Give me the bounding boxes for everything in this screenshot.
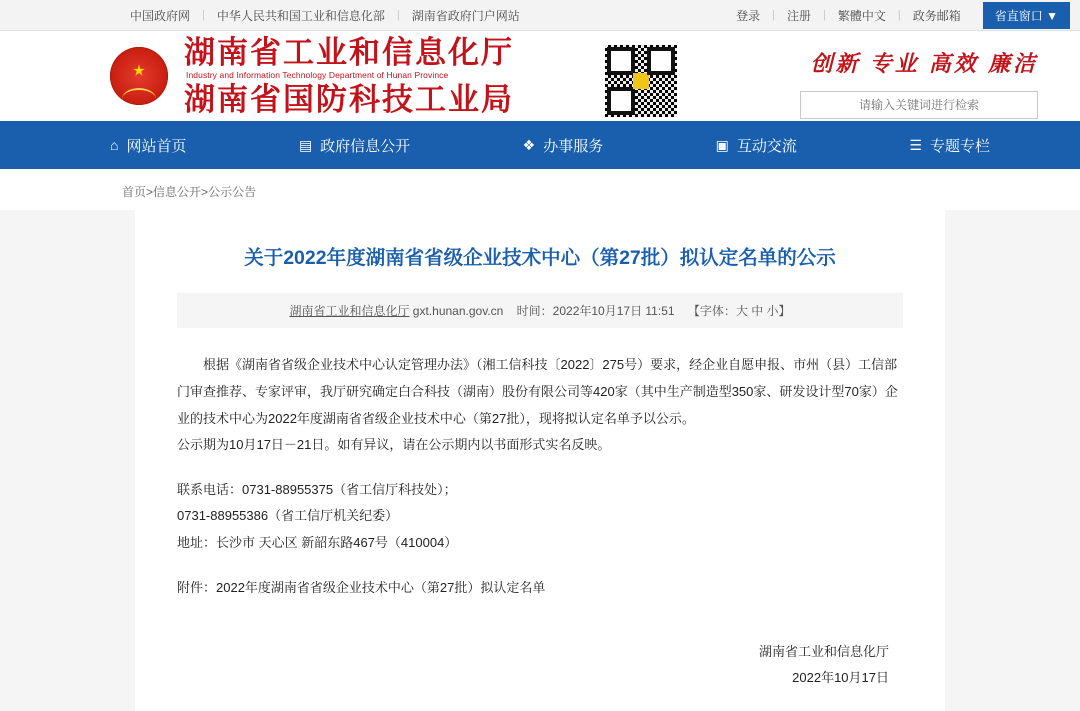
divider: | <box>897 9 901 21</box>
nav-label-special-topics: 专题专栏 <box>929 137 990 155</box>
meta-time: 2022年10月17日 11:51 <box>552 304 675 319</box>
site-title-en: Industry and Information Technology Department of Hunan Province <box>186 70 449 81</box>
layers-icon: ☰ <box>909 137 922 153</box>
site-title-block <box>184 37 514 115</box>
top-utility-bar <box>0 0 1080 31</box>
signature-organization: 湖南省工业和信息化厅 <box>758 644 889 660</box>
document-icon: ▤ <box>298 137 313 153</box>
star-glyph: ★ <box>132 62 146 80</box>
national-emblem-icon <box>110 47 168 105</box>
nav-item-interaction[interactable] <box>716 135 797 156</box>
main-navigation <box>0 121 1080 169</box>
site-title-cn-primary: 湖南省工业和信息化厅 <box>184 35 514 71</box>
top-link-hunan-gov[interactable]: 湖南省政府门户网站 <box>411 8 520 23</box>
article-paragraph-2: 公示期为10月17日－21日。如有异议，请在公示期内以书面形式实名反映。 <box>177 437 611 453</box>
nav-label-home: 网站首页 <box>126 137 187 155</box>
article-signature <box>177 639 903 691</box>
chat-icon: ▣ <box>715 137 729 153</box>
site-slogan: 创新 专业 高效 廉洁 <box>810 51 1038 76</box>
font-size-switcher[interactable]: 【字体：大 中 小】 <box>687 304 791 319</box>
nav-item-government-info[interactable] <box>299 135 410 156</box>
contact-phone-line-1: 联系电话：0731-88955375（省工信厅科技处）； <box>177 481 457 497</box>
top-actions <box>724 2 1070 29</box>
login-link[interactable]: 登录 <box>736 8 761 23</box>
service-icon: ❖ <box>522 137 536 153</box>
article-paragraph-1: 根据《湖南省省级企业技术中心认定管理办法》（湘工信科技〔2022〕275号）要求，经企业自愿申报、市州（县）工信部门审查推荐、专家评审，我厅研究确定白合科技（湖南）股份有限公司等420家（其中生产制造型350家、研发设计型70家）企业的技术中心为2022年度湖南省省级企业技术中心（第27批），现将拟认定名单予以公示。 <box>177 357 898 426</box>
divider: | <box>202 9 205 21</box>
top-link-gov-cn[interactable]: 中国政府网 <box>130 8 191 23</box>
article-card <box>135 210 945 711</box>
nav-item-special-topics[interactable] <box>909 135 990 156</box>
search-input[interactable] <box>801 91 1037 119</box>
breadcrumb-item-announcements[interactable]: 公示公告 <box>208 185 257 199</box>
gov-mail-link[interactable]: 政务邮箱 <box>912 8 961 23</box>
meta-source: 湖南省工业和信息化厅 <box>289 304 410 319</box>
breadcrumb-separator: > <box>146 185 154 199</box>
article-body <box>177 352 903 601</box>
search-box[interactable] <box>800 91 1038 119</box>
signature-date: 2022年10月17日 <box>792 670 889 686</box>
qr-finder-bottom-left <box>607 87 635 115</box>
register-link[interactable]: 注册 <box>787 8 812 23</box>
spacer <box>177 459 903 477</box>
divider: | <box>823 9 826 21</box>
home-icon: ⌂ <box>110 137 119 153</box>
top-link-miit[interactable]: 中华人民共和国工业和信息化部 <box>216 8 385 23</box>
spacer <box>177 557 903 575</box>
breadcrumb-item-info-disclosure[interactable]: 信息公开 <box>153 185 202 199</box>
breadcrumb-separator: > <box>201 185 209 199</box>
breadcrumb-item-home[interactable]: 首页 <box>122 185 147 199</box>
top-links <box>118 7 532 24</box>
nav-label-services: 办事服务 <box>543 137 604 155</box>
site-banner <box>0 31 1080 121</box>
page-title: 关于2022年度湖南省省级企业技术中心（第27批）拟认定名单的公示 <box>244 247 836 269</box>
slogan-and-search <box>800 47 1038 119</box>
divider: | <box>772 9 776 21</box>
nav-label-government-info: 政府信息公开 <box>320 137 411 155</box>
gear-glyph <box>122 88 156 99</box>
divider: | <box>396 9 400 21</box>
meta-site: gxt.hunan.gov.cn <box>412 304 504 319</box>
contact-phone-line-2: 0731-88955386（省工信厅机关纪委） <box>177 508 399 524</box>
article-meta <box>177 293 903 328</box>
site-title-cn-secondary: 湖南省国防科技工业局 <box>184 81 514 117</box>
traditional-chinese-link[interactable]: 繁體中文 <box>837 8 886 23</box>
attachment-link[interactable]: 附件：2022年度湖南省省级企业技术中心（第27批）拟认定名单 <box>177 579 546 595</box>
content-area <box>0 210 1080 711</box>
meta-time-label: 时间： <box>516 304 553 319</box>
qr-center-logo <box>633 73 649 89</box>
nav-item-home[interactable] <box>110 135 186 156</box>
province-window-button[interactable]: 省直窗口 ▼ <box>983 2 1070 29</box>
qr-code-icon <box>605 45 677 117</box>
breadcrumb <box>0 169 1080 210</box>
contact-address-line: 地址：长沙市 天心区 新韶东路467号（410004） <box>177 535 458 551</box>
nav-item-services[interactable] <box>523 135 604 156</box>
nav-label-interaction: 互动交流 <box>736 137 797 155</box>
